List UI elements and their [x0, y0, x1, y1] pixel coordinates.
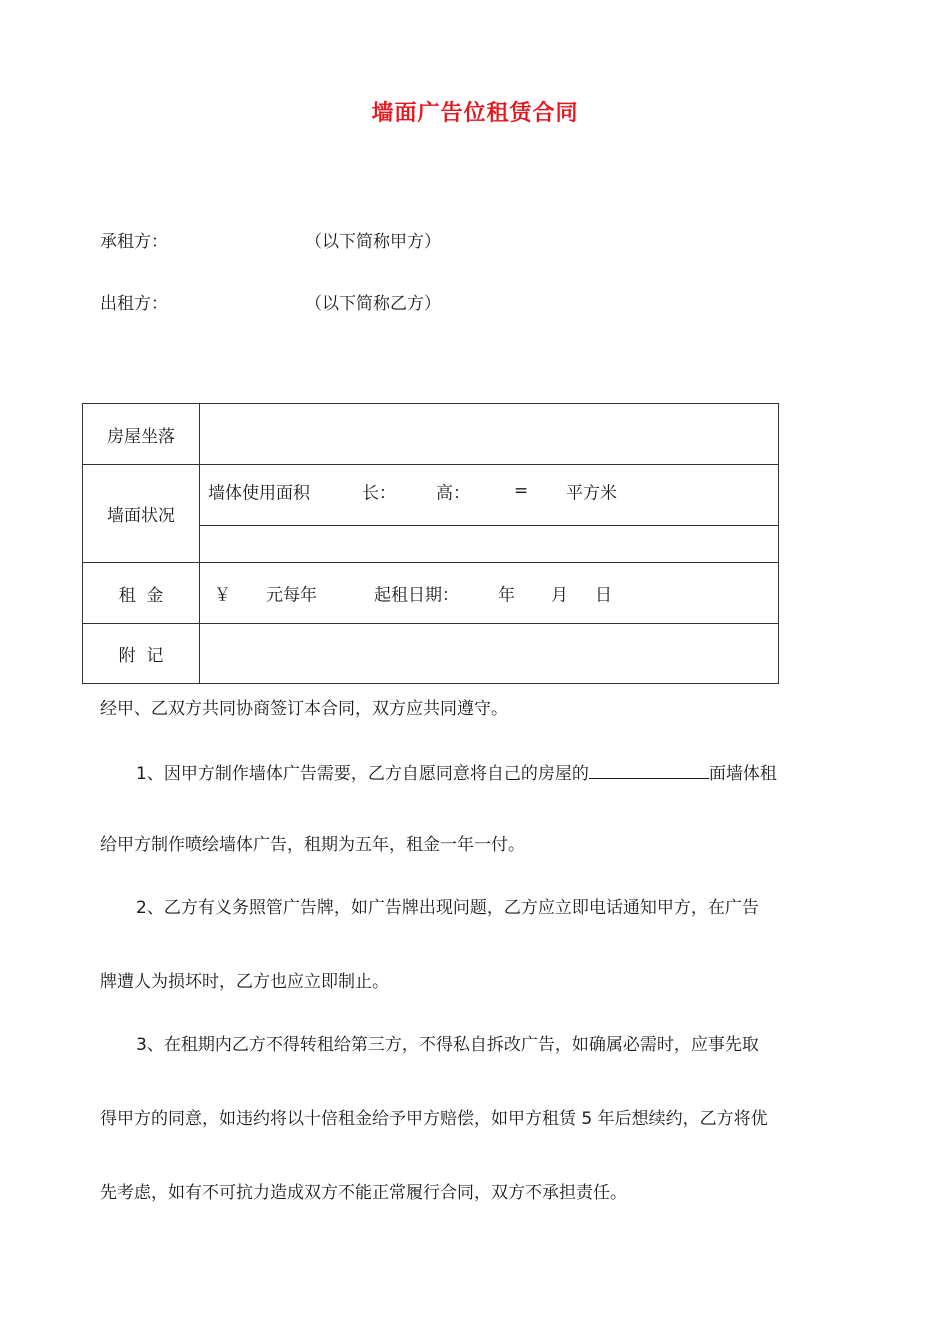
location-label: 房屋坐落: [83, 404, 200, 465]
day-label: 日: [595, 585, 612, 606]
rent-unit: 元每年: [266, 585, 317, 606]
clause-1-text: 1、因甲方制作墙体广告需要，乙方自愿同意将自己的房屋的: [136, 764, 589, 784]
clause-2-line-2: 牌遭人为损坏时，乙方也应立即制止。: [100, 972, 389, 992]
lessee-note: （以下简称甲方）: [305, 232, 441, 252]
clause-1-line-1: [100, 760, 852, 786]
clause-3-line-2: 得甲方的同意，如违约将以十倍租金给予甲方赔偿，如甲方租赁 5 年后想续约，乙方将优: [100, 1109, 768, 1129]
wall-unit: 平方米: [566, 483, 617, 504]
wall-label: 墙面状况: [83, 465, 200, 563]
wall-height-label: 高：: [436, 483, 470, 504]
table-row-rent: [83, 563, 779, 624]
table-row-wall: [83, 465, 779, 526]
lessor-note: （以下简称乙方）: [305, 294, 441, 314]
wall-note: [200, 526, 779, 563]
rental-info-table: [82, 403, 779, 684]
lessee-label: 承租方：: [100, 232, 168, 252]
rent-label: 租 金: [83, 563, 200, 624]
clause-1-line-2: 给甲方制作喷绘墙体广告，租期为五年，租金一年一付。: [100, 835, 525, 855]
intro-paragraph: 经甲、乙双方共同协商签订本合同，双方应共同遵守。: [100, 699, 508, 719]
table-row-location: [83, 404, 779, 465]
wall-length-label: 长：: [362, 483, 396, 504]
lessor-label: 出租方：: [100, 294, 168, 314]
blank-line: [589, 760, 709, 779]
wall-area-label: 墙体使用面积: [208, 483, 310, 504]
clause-3-line-1: 3、在租期内乙方不得转租给第三方，不得私自拆改广告，如确属必需时，应事先取: [136, 1035, 759, 1055]
remarks-label: 附 记: [83, 624, 200, 684]
wall-equals: =: [514, 481, 529, 502]
lessor-line: [100, 292, 600, 316]
clause-2-line-1: 2、乙方有义务照管广告牌，如广告牌出现问题，乙方应立即电话通知甲方，在广告: [136, 898, 759, 918]
start-date-label: 起租日期：: [374, 585, 459, 606]
month-label: 月: [551, 585, 568, 606]
rent-currency: ￥: [214, 585, 231, 606]
remarks-value: [200, 624, 779, 684]
wall-area-cell: [200, 465, 779, 526]
table-row-remarks: [83, 624, 779, 684]
rent-cell: [200, 563, 779, 624]
clause-1-text-cont: 面墙体租: [708, 764, 777, 784]
lessee-line: [100, 230, 600, 254]
location-value: [200, 404, 779, 465]
document-title: 墙面广告位租赁合同: [371, 101, 579, 126]
clause-3-line-3: 先考虑，如有不可抗力造成双方不能正常履行合同，双方不承担责任。: [100, 1183, 627, 1203]
year-label: 年: [498, 585, 515, 606]
